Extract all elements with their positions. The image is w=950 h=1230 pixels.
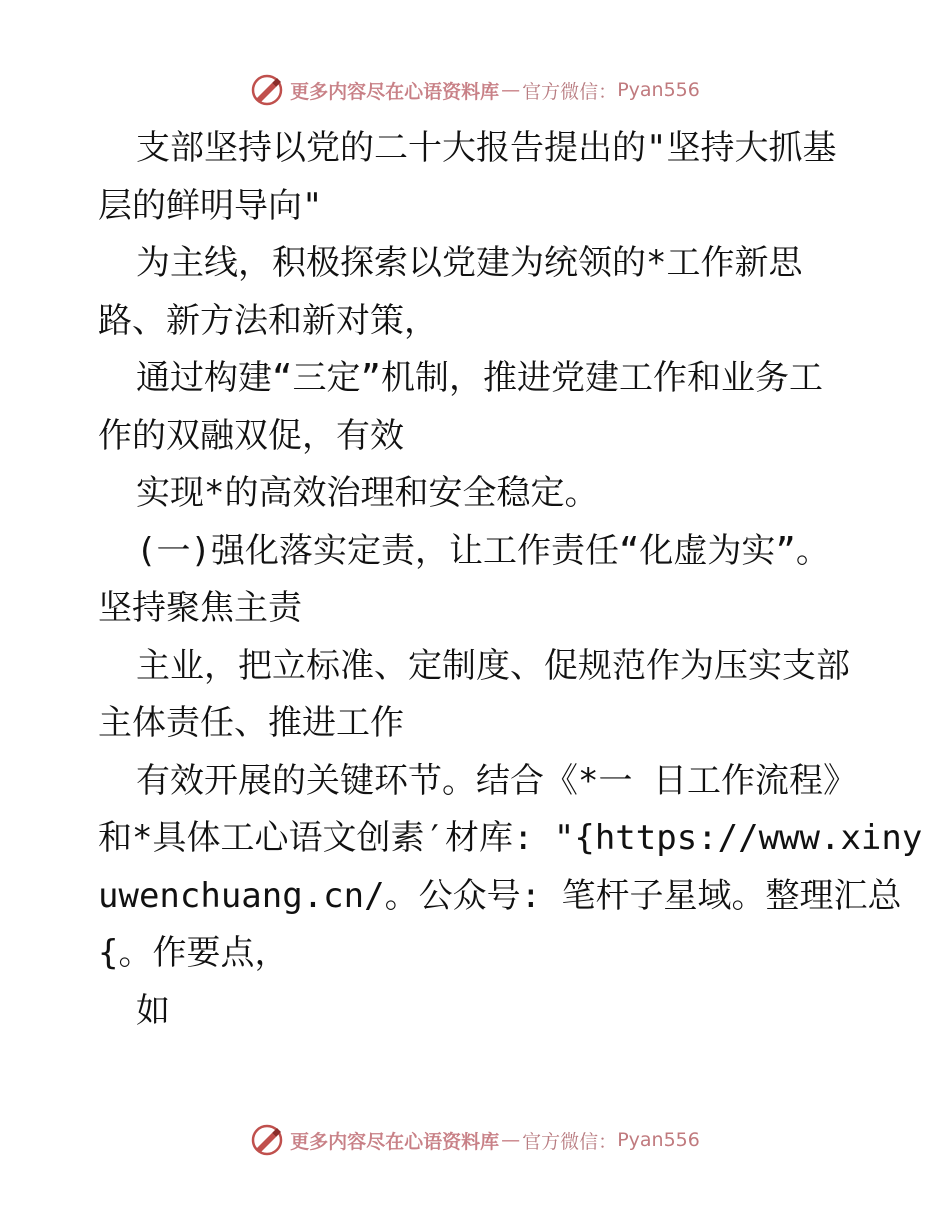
text-line: (一)强化落实定责，让工作责任“化虚为实”。 (136, 530, 830, 571)
text-line: 坚持聚焦主责 (98, 588, 302, 628)
wechat-label: 官方微信： (522, 1130, 618, 1153)
pen-circle-icon (250, 1123, 284, 1157)
text-line: 支部坚持以党的二十大报告提出的"坚持大抓基 (136, 128, 837, 168)
text-line: 实现*的高效治理和安全稳定。 (136, 473, 599, 513)
text-line: 主体责任、推进工作 (98, 703, 404, 743)
pen-circle-icon (250, 73, 284, 107)
text-line: {。作要点， (98, 933, 289, 973)
text-line: 为主线，积极探索以党建为统领的*工作新思 (136, 243, 803, 283)
text-line: 主业，把立标准、定制度、促规范作为压实支部 (136, 645, 850, 686)
wechat-id: Pyan556 (617, 1129, 700, 1151)
wechat-label: 官方微信： (522, 80, 618, 103)
document-body (98, 120, 923, 1040)
header-banner (0, 70, 950, 110)
text-line: 通过构建“三定”机制，推进党建工作和业务工 (136, 358, 823, 398)
wechat-id: Pyan556 (617, 79, 700, 101)
footer-banner (0, 1120, 950, 1160)
text-line: uwenchuang.cn/。公众号: 笔杆子星域。整理汇总 (98, 875, 902, 916)
text-line: 路、新方法和新对策， (98, 300, 438, 341)
text-line: 作的双融双促，有效 (98, 415, 404, 456)
text-line: 层的鲜明导向" (98, 185, 323, 226)
banner-dash: — (501, 79, 521, 101)
text-line: 如 (136, 990, 170, 1031)
brand-name: 更多内容尽在心语资料库 (290, 1130, 500, 1153)
text-line: 和*具体工心语文创素′材库: "{https://www.xiny (98, 818, 923, 858)
banner-dash: — (501, 1129, 521, 1151)
brand-name: 更多内容尽在心语资料库 (290, 80, 500, 103)
text-line: 有效开展的关键环节。结合《*一 日工作流程》 (136, 760, 857, 801)
